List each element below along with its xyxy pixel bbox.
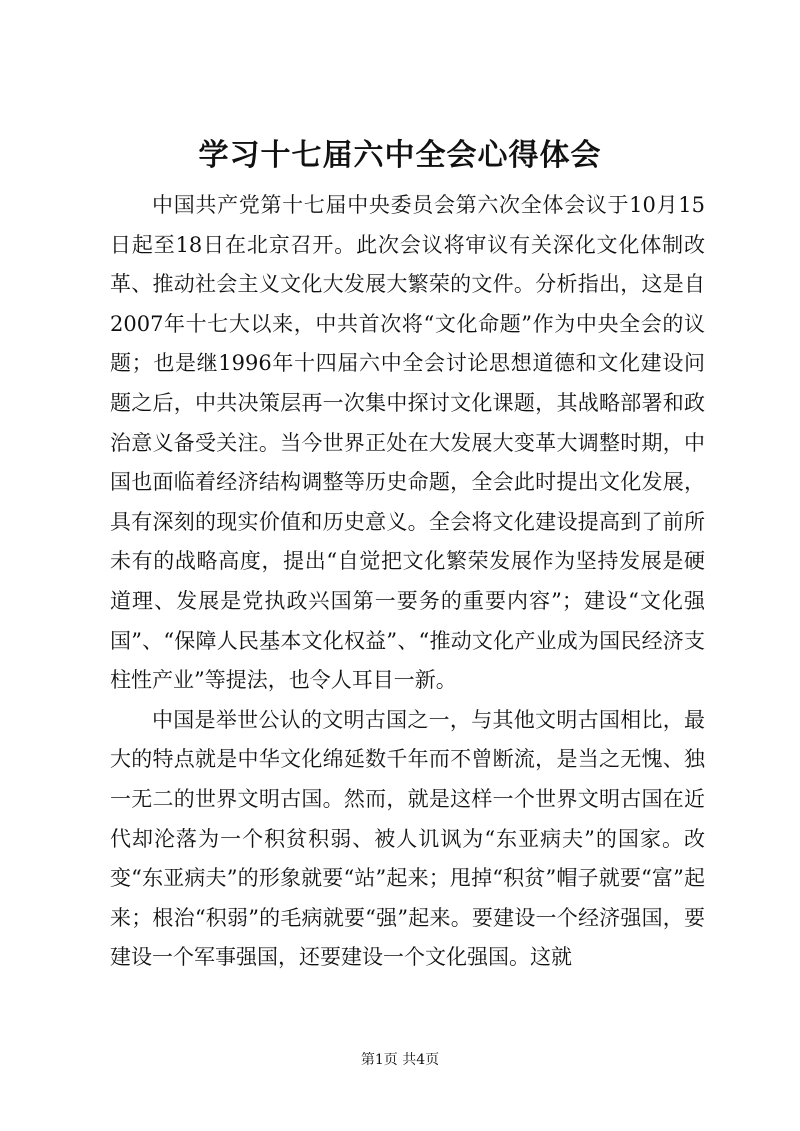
paragraph-1: 中国共产党第十七届中央委员会第六次全体会议于10月15日起至18日在北京召开。此次会议将审议有关深化文化体制改革、推动社会主义文化大发展大繁荣的文件。分析指出，这是自2007年十七大以来，中共首次将“文化命题”作为中央全会的议题；也是继1996年十四届六中全会讨论思想道德和文化建设问题之后，中共决策层再一次集中探讨文化课题，其战略部署和政治意义备受关注。当今世界正处在大发展大变革大调整时期，中国也面临着经济结构调整等历史命题，全会此时提出文化发展，具有深刻的现实价值和历史意义。全会将文化建设提高到了前所未有的战略高度，提出“自觉把文化繁荣发展作为坚持发展是硬道理、发展是党执政兴国第一要务的重要内容”；建设“文化强国”、“保障人民基本文化权益”、“推动文化产业成为国民经济支柱性产业”等提法，也令人耳目一新。 (110, 193, 705, 693)
document-body (110, 186, 705, 978)
page-footer: 第1页 共4页 (360, 1052, 440, 1068)
paragraph-2: 中国是举世公认的文明古国之一，与其他文明古国相比，最大的特点就是中华文化绵延数千年而不曾断流，是当之无愧、独一无二的世界文明古国。然而，就是这样一个世界文明古国在近代却沦落为一个积贫积弱、被人讥讽为“东亚病夫”的国家。改变“东亚病夫”的形象就要“站”起来；甩掉“积贫”帽子就要“富”起来；根治“积弱”的毛病就要“强”起来。要建设一个经济强国，要建设一个军事强国，还要建设一个文化强国。这就 (110, 707, 705, 970)
document-title: 学习十七届六中全会心得体会 (198, 138, 602, 173)
